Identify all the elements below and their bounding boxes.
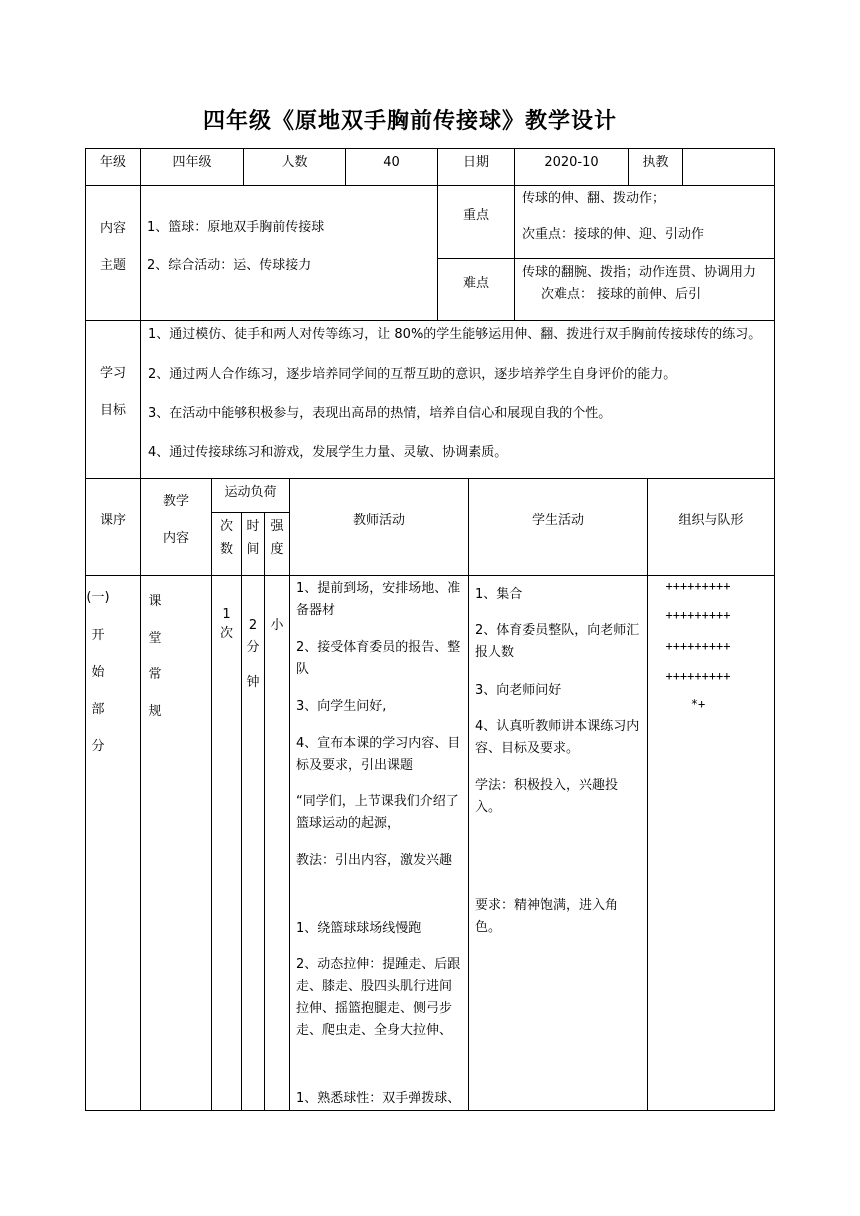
goal-item: 3、在活动中能够积极参与，表现出高昂的热情，培养自信心和展现自我的个性。 [148,406,612,421]
table-line [211,478,212,1110]
load-header: 运动负荷 [224,485,277,500]
key-point-label: 重点 [462,208,489,223]
table-line [140,185,141,478]
table-line [85,320,775,321]
difficulty-secondary: 次难点： 接球的前伸、后引 [541,287,702,302]
time-value-2: 分 [246,640,260,655]
grade-value: 四年级 [172,155,212,170]
student-step: 1、集合 [475,587,523,602]
difficulty-label: 难点 [462,276,489,291]
time-value-3: 钟 [246,675,260,690]
count-value: 40 [383,155,400,170]
teacher-step: 1、提前到场，安排场地、准备器材 [296,581,461,618]
section-content: 堂 [148,631,162,646]
table-line [647,478,648,1110]
teacher-step: 4、宣布本课的学习内容、目标及要求，引出课题 [296,736,461,773]
times-value-2: 次 [219,626,233,641]
content-header-2: 内容 [162,531,189,546]
key-point-secondary: 次重点：接球的伸、迎、引动作 [522,227,705,242]
table-line [140,478,141,1110]
formation-header: 组织与队形 [678,513,744,528]
section-content: 规 [148,704,162,719]
goal-item: 4、通过传接球练习和游戏，发展学生力量、灵敏、协调素质。 [148,445,508,460]
teacher-step: 2、接受体育委员的报告、整队 [296,640,461,677]
teacher-activity-header: 教师活动 [352,513,405,528]
times-value: 1 [222,607,231,622]
table-line [437,258,775,259]
teacher-method: 教法：引出内容，激发兴趣 [296,853,453,868]
table-line [289,478,290,1110]
teacher-quote: “同学们，上节课我们介绍了篮球运动的起源， [296,794,459,831]
table-line [774,148,775,1111]
content-item: 2、综合活动：运、传球接力 [147,258,312,273]
content-item: 1、篮球：原地双手胸前传接球 [147,220,325,235]
formation-row: +++++++++ [665,669,731,683]
goals-label-2: 目标 [99,403,126,418]
student-requirement: 要求：精神饱满，进入角色。 [475,898,619,935]
section-seq: (一) [86,590,110,605]
section-seq: 分 [91,739,105,754]
formation-row: +++++++++ [665,608,731,622]
teacher-step: 2、动态拉伸：提踵走、后跟走、膝走、股四头肌行进间拉伸、摇篮抱腿走、侧弓步走、爬虫走、全身大拉伸、 [296,957,461,1038]
grade-label: 年级 [99,155,126,170]
time-value: 2 [248,618,258,633]
topic-label: 主题 [99,258,126,273]
teacher-label: 执教 [642,155,669,170]
section-seq: 始 [91,665,105,680]
goal-item: 1、通过模仿、徒手和两人对传等练习，让 80%的学生能够运用伸、翻、拨进行双手胸前传接球传的练习。 [148,327,762,342]
content-label: 内容 [99,221,126,236]
table-line [682,148,683,185]
teacher-step: 3、向学生问好, [296,699,387,714]
key-point: 传球的伸、翻、拨动作； [522,191,666,206]
table-line [211,512,289,513]
table-line [85,148,775,149]
goals-label: 学习 [99,366,126,381]
section-content: 常 [148,667,162,682]
teacher-step: 1、绕篮球球场线慢跑 [296,921,422,936]
student-step: 4、认真听教师讲本课练习内容、目标及要求。 [475,719,640,756]
formation-marker: *+ [690,697,706,711]
date-label: 日期 [462,155,489,170]
times-header: 次 [219,519,233,534]
table-line [264,512,265,1110]
difficulty: 传球的翻腕、拨指；动作连贯、协调用力 [522,265,757,280]
section-seq: 开 [91,628,105,643]
times-header-2: 数 [219,542,233,557]
formation-row: +++++++++ [665,639,731,653]
student-activity-header: 学生活动 [531,513,584,528]
student-method: 学法：积极投入，兴趣投入。 [475,778,619,815]
intensity-header: 强 [270,519,284,534]
table-line [85,1110,775,1111]
content-header: 教学 [162,494,189,509]
goal-item: 2、通过两人合作练习，逐步培养同学间的互帮互助的意识，逐步培养学生自身评价的能力。 [148,367,677,382]
count-label: 人数 [281,155,308,170]
table-line [241,512,242,1110]
teacher-step: 1、熟悉球性：双手弹拨球、 [296,1091,461,1106]
time-header: 时 [246,519,260,534]
intensity-header-2: 度 [270,542,284,557]
section-seq: 部 [91,702,105,717]
intensity-value: 小 [270,618,284,633]
table-line [514,185,515,320]
section-content: 课 [148,594,162,609]
seq-header: 课序 [99,513,126,528]
student-step: 2、体育委员整队，向老师汇报人数 [475,623,640,660]
time-header-2: 间 [246,542,260,557]
table-line [468,478,469,1110]
formation-row: +++++++++ [665,579,731,593]
table-line [85,478,775,479]
date-value: 2020-10 [544,155,599,170]
table-line [85,185,775,186]
page-title: 四年级《原地双手胸前传接球》教学设计 [202,109,617,134]
student-step: 3、向老师问好 [475,683,562,698]
